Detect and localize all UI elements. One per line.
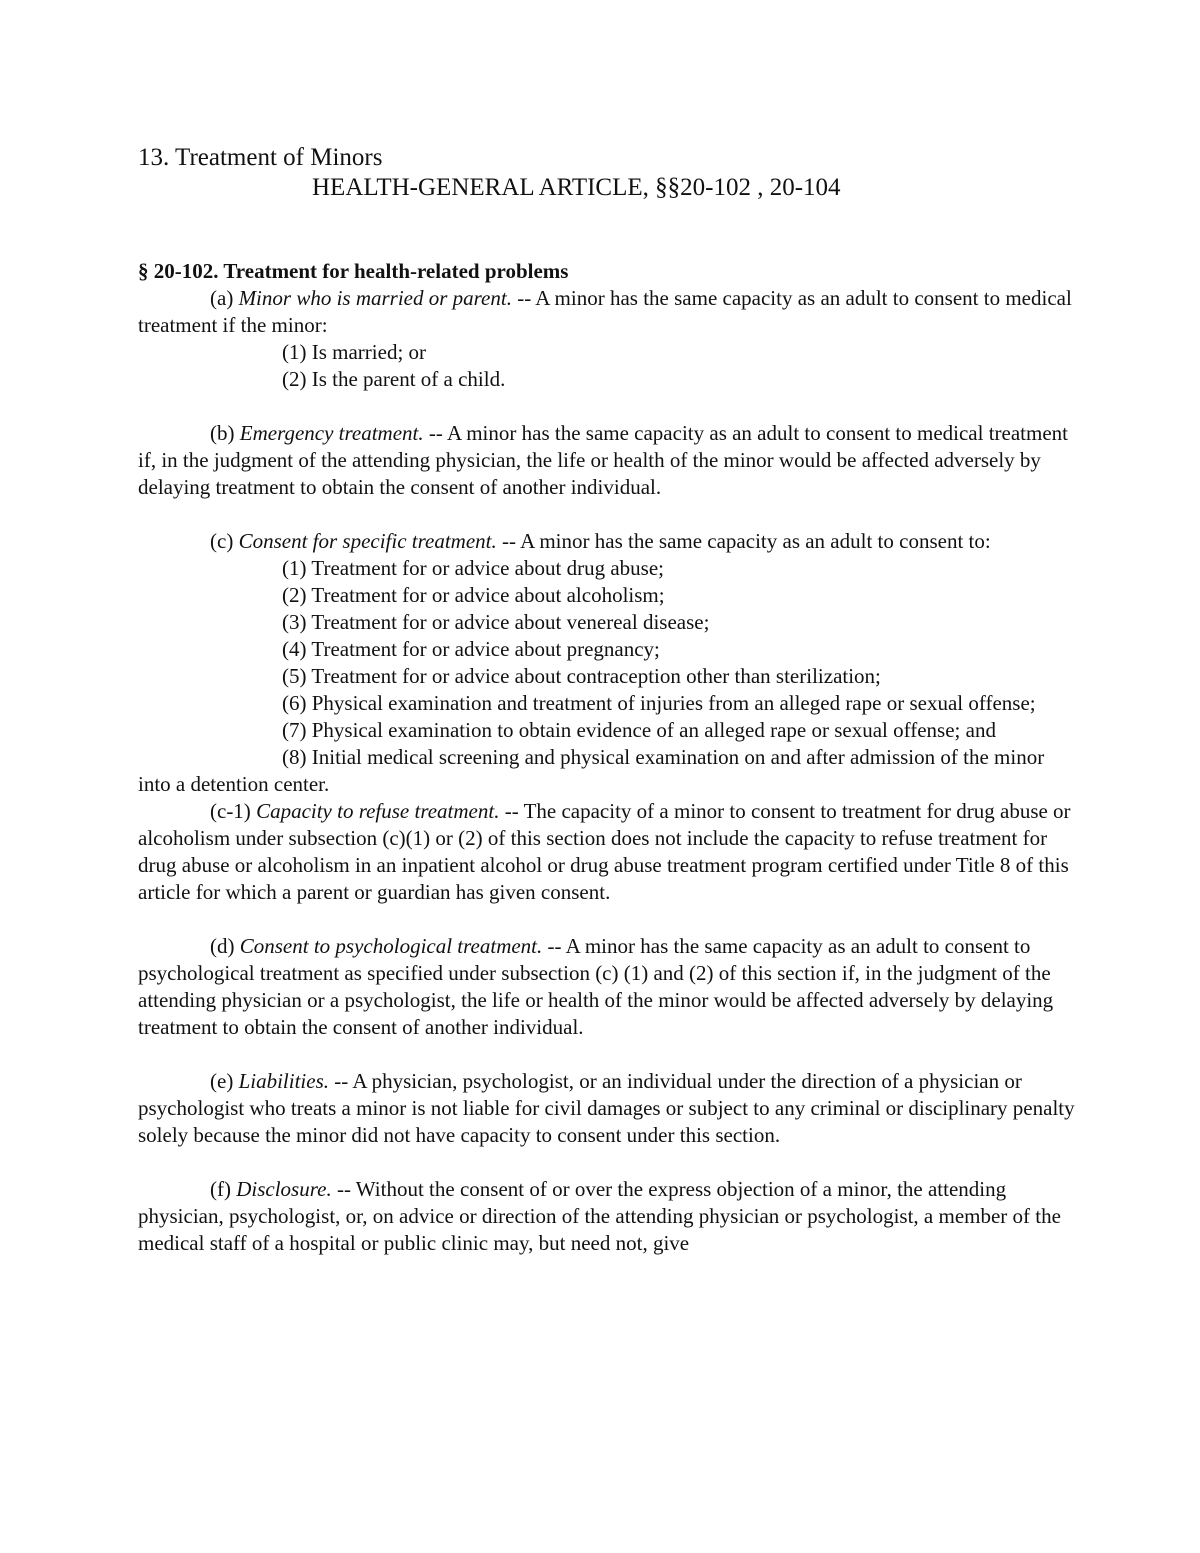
subsection-c1: [138, 798, 1078, 906]
subsection-e: [138, 1068, 1078, 1149]
subsection-b: [138, 420, 1078, 501]
subsection-c-item: (8) Initial medical screening and physical examination on and after admission of the minor into a detention center.: [138, 745, 1045, 796]
subsection-c-text: -- A minor has the same capacity as an adult to consent to:: [502, 529, 991, 553]
subsection-a-text: -- A minor has the same capacity as an adult to consent to medical treatment if the minor:: [138, 286, 1072, 337]
subsection-d: [138, 933, 1078, 1041]
document-subtitle: HEALTH-GENERAL ARTICLE, §§20-102 , 20-104: [312, 174, 841, 201]
subsection-e-heading: Liabilities.: [238, 1069, 329, 1093]
subsection-c-label: (c): [210, 529, 234, 553]
subsection-f-text: -- Without the consent of or over the express objection of a minor, the attending physician, psychologist, or, on advice or direction of the attending physician or psychologist, a member of the medical staff of a hospital or public clinic may, but need not, give: [138, 1177, 1061, 1255]
subsection-c-item: (1) Treatment for or advice about drug abuse;: [282, 556, 664, 580]
subsection-c-item: (6) Physical examination and treatment of injuries from an alleged rape or sexual offense;: [282, 691, 1036, 715]
document-title: 13. Treatment of Minors: [138, 144, 383, 171]
subsection-b-label: (b): [210, 421, 235, 445]
subsection-a: [138, 285, 1078, 339]
subsection-a-heading: Minor who is married or parent.: [238, 286, 512, 310]
subsection-d-heading: Consent to psychological treatment.: [239, 934, 543, 958]
subsection-a-label: (a): [210, 286, 234, 310]
subsection-c-item: (7) Physical examination to obtain evidence of an alleged rape or sexual offense; and: [282, 718, 996, 742]
subsection-c-item: (4) Treatment for or advice about pregnancy;: [282, 637, 660, 661]
document-body: [138, 258, 1078, 1257]
subsection-f-label: (f): [210, 1177, 231, 1201]
subsection-a-item: (2) Is the parent of a child.: [282, 367, 506, 391]
subsection-f-heading: Disclosure.: [236, 1177, 332, 1201]
subsection-c1-label: (c-1): [210, 799, 251, 823]
subsection-b-heading: Emergency treatment.: [239, 421, 424, 445]
subsection-c: [138, 528, 1078, 555]
subsection-c-item: (2) Treatment for or advice about alcoholism;: [282, 583, 665, 607]
subsection-f: [138, 1176, 1078, 1257]
subsection-e-label: (e): [210, 1069, 234, 1093]
subsection-b-text: -- A minor has the same capacity as an adult to consent to medical treatment if, in the judgment of the attending physician, the life or health of the minor would be affected adversely by delaying treatment to obtain the consent of another individual.: [138, 421, 1069, 499]
subsection-c1-heading: Capacity to refuse treatment.: [256, 799, 500, 823]
subsection-e-text: -- A physician, psychologist, or an individual under the direction of a physician or psychologist who treats a minor is not liable for civil damages or subject to any criminal or disciplinary penalty solely because the minor did not have capacity to consent under this section.: [138, 1069, 1075, 1147]
subsection-c-item: (5) Treatment for or advice about contraception other than sterilization;: [282, 664, 881, 688]
subsection-c1-text: -- The capacity of a minor to consent to treatment for drug abuse or alcoholism under subsection (c)(1) or (2) of this section does not include the capacity to refuse treatment for drug abuse or alcoholism in an inpatient alcohol or drug abuse treatment program certified under Title 8 of this article for which a parent or guardian has given consent.: [138, 799, 1071, 904]
subsection-c-item: (3) Treatment for or advice about venereal disease;: [282, 610, 710, 634]
subsection-d-label: (d): [210, 934, 235, 958]
subsection-d-text: -- A minor has the same capacity as an adult to consent to psychological treatment as specified under subsection (c) (1) and (2) of this section if, in the judgment of the attending physician or a psychologist, the life or health of the minor would be affected adversely by delaying treatment to obtain the consent of another individual.: [138, 934, 1054, 1039]
subsection-c-heading: Consent for specific treatment.: [238, 529, 497, 553]
subsection-a-item: (1) Is married; or: [282, 340, 427, 364]
section-heading: § 20-102. Treatment for health-related problems: [138, 259, 569, 283]
